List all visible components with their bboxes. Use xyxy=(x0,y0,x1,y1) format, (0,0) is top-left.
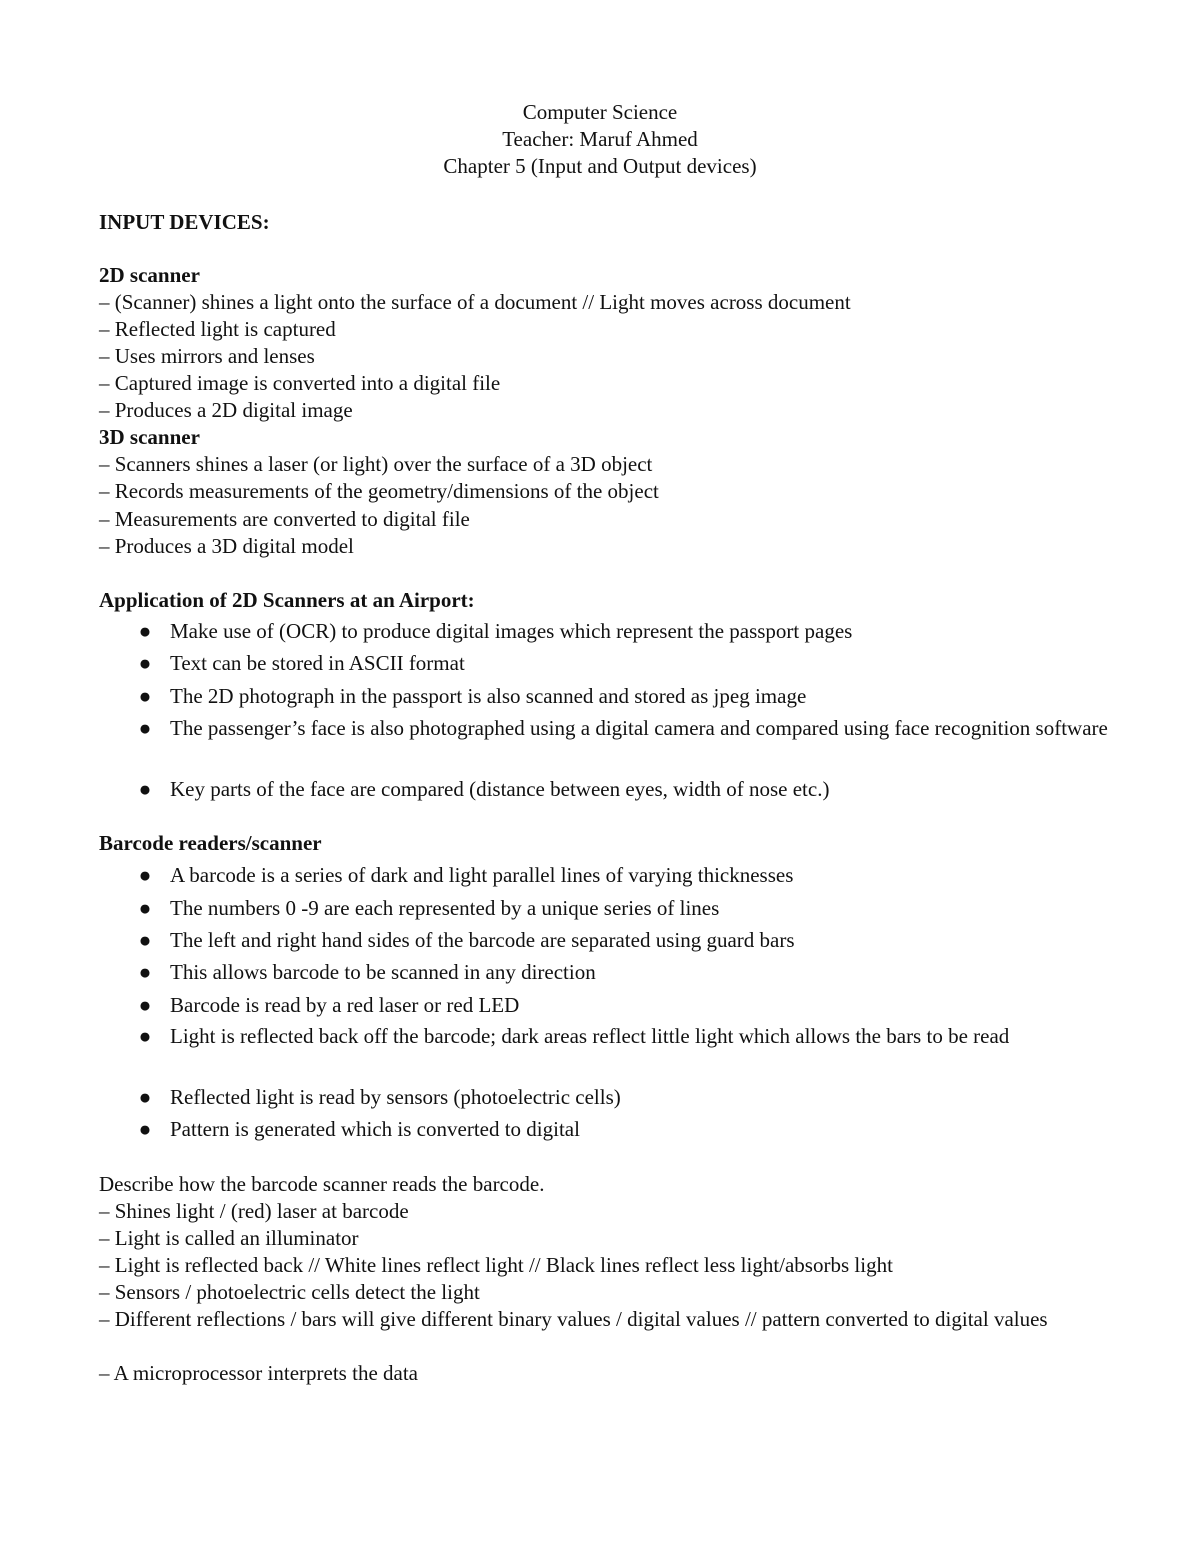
bullet-icon: ● xyxy=(138,960,152,984)
subject-title: Computer Science xyxy=(522,100,678,124)
bullet-icon: ● xyxy=(138,928,152,952)
scanner-2d-line: – Uses mirrors and lenses xyxy=(99,344,315,368)
describe-line: – Light is called an illuminator xyxy=(99,1226,359,1250)
describe-line: – A microprocessor interprets the data xyxy=(99,1361,418,1385)
bullet-icon: ● xyxy=(138,863,152,887)
list-item-text: The 2D photograph in the passport is also scanned and stored as jpeg image xyxy=(170,684,807,708)
bullet-icon: ● xyxy=(138,716,152,740)
scanner-2d-line: – Captured image is converted into a digital file xyxy=(99,371,501,395)
scanner-3d-heading: 3D scanner xyxy=(99,425,200,449)
list-item-text: This allows barcode to be scanned in any direction xyxy=(170,960,596,984)
scanner-3d-line: – Scanners shines a laser (or light) over the surface of a 3D object xyxy=(99,452,653,476)
bullet-icon: ● xyxy=(138,684,152,708)
bullet-icon: ● xyxy=(138,1085,152,1109)
teacher-name: Teacher: Maruf Ahmed xyxy=(502,127,698,151)
barcode-heading: Barcode readers/scanner xyxy=(99,831,322,855)
bullet-icon: ● xyxy=(138,993,152,1017)
scanner-3d-line: – Measurements are converted to digital file xyxy=(99,507,470,531)
bullet-icon: ● xyxy=(138,619,152,643)
scanner-2d-line: – Produces a 2D digital image xyxy=(99,398,353,422)
bullet-icon: ● xyxy=(138,1024,152,1048)
bullet-icon: ● xyxy=(138,651,152,675)
list-item-text: Pattern is generated which is converted to digital xyxy=(170,1117,580,1141)
list-item-text: A barcode is a series of dark and light parallel lines of varying thicknesses xyxy=(170,863,794,887)
describe-question: Describe how the barcode scanner reads the barcode. xyxy=(99,1172,545,1196)
scanner-2d-line: – (Scanner) shines a light onto the surface of a document // Light moves across document xyxy=(99,290,851,314)
document-header xyxy=(0,99,1200,180)
input-devices-heading: INPUT DEVICES: xyxy=(99,210,270,234)
describe-line: – Light is reflected back // White lines reflect light // Black lines reflect less light/absorbs light xyxy=(99,1253,893,1277)
list-item-text: Light is reflected back off the barcode; dark areas reflect little light which allows the bars to be read xyxy=(170,1024,1010,1048)
list-item-text: The numbers 0 -9 are each represented by a unique series of lines xyxy=(170,896,720,920)
describe-line: – Different reflections / bars will give different binary values / digital values // pattern converted to digital values xyxy=(99,1307,1048,1331)
chapter-title: Chapter 5 (Input and Output devices) xyxy=(443,154,757,178)
list-item-text: The passenger’s face is also photographed using a digital camera and compared using face recognition software xyxy=(170,716,1108,740)
scanner-2d-heading: 2D scanner xyxy=(99,263,200,287)
list-item-text: Key parts of the face are compared (distance between eyes, width of nose etc.) xyxy=(170,777,830,801)
bullet-icon: ● xyxy=(138,896,152,920)
describe-line: – Sensors / photoelectric cells detect the light xyxy=(99,1280,480,1304)
list-item-text: Text can be stored in ASCII format xyxy=(170,651,465,675)
describe-line: – Shines light / (red) laser at barcode xyxy=(99,1199,409,1223)
bullet-icon: ● xyxy=(138,777,152,801)
list-item-text: The left and right hand sides of the barcode are separated using guard bars xyxy=(170,928,795,952)
scanner-2d-line: – Reflected light is captured xyxy=(99,317,336,341)
list-item-text: Barcode is read by a red laser or red LED xyxy=(170,993,520,1017)
list-item-text: Reflected light is read by sensors (photoelectric cells) xyxy=(170,1085,621,1109)
scanner-3d-line: – Produces a 3D digital model xyxy=(99,534,354,558)
bullet-icon: ● xyxy=(138,1117,152,1141)
list-item-text: Make use of (OCR) to produce digital images which represent the passport pages xyxy=(170,619,853,643)
airport-heading: Application of 2D Scanners at an Airport: xyxy=(99,588,475,612)
scanner-3d-line: – Records measurements of the geometry/dimensions of the object xyxy=(99,479,659,503)
